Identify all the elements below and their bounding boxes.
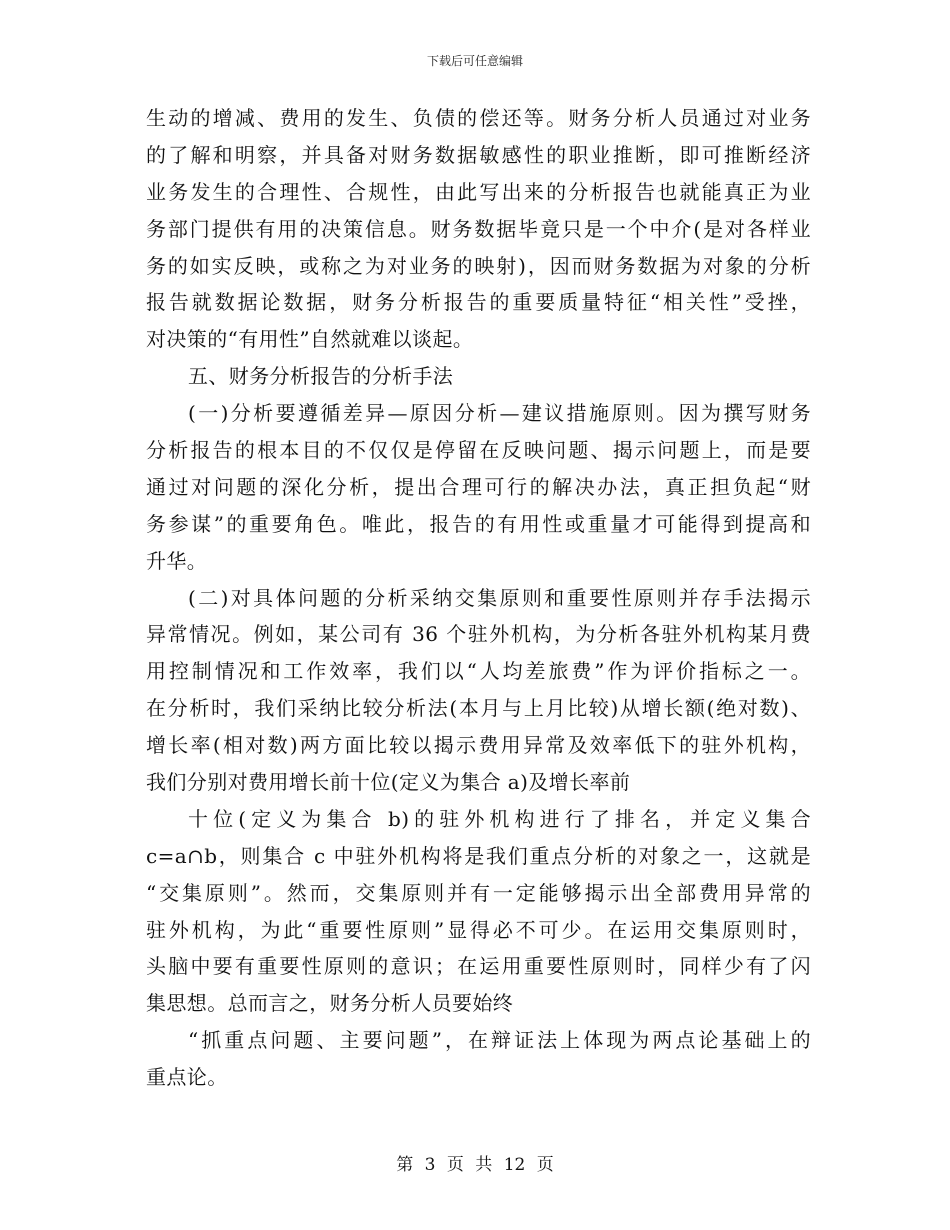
text-line: 五、财务分析报告的分析手法 (188, 364, 454, 389)
text-line: 务参谋”的重要角色。唯此，报告的有用性或重量才可能得到提高和 (146, 511, 811, 536)
paragraph (146, 1022, 811, 1096)
text-line: 务的如实反映，或称之为对业务的映射)，因而财务数据为对象的分析 (146, 253, 811, 278)
text-line: 报告就数据论数据，财务分析报告的重要质量特征“相关性”受挫， (146, 290, 811, 315)
document-body (146, 100, 811, 1096)
text-line: c=a∩b，则集合 c 中驻外机构将是我们重点分析的对象之一，这就是 (146, 843, 811, 868)
paragraph (146, 801, 811, 1022)
page-footer: 第 3 页 共 12 页 (396, 1155, 554, 1175)
text-line: 我们分别对费用增长前十位(定义为集合 a)及增长率前 (146, 770, 631, 795)
text-line: 增长率(相对数)两方面比较以揭示费用异常及效率低下的驻外机构， (146, 733, 811, 758)
text-line: 对决策的“有用性”自然就难以谈起。 (146, 327, 474, 352)
paragraph (146, 100, 811, 358)
text-line: 集思想。总而言之，财务分析人员要始终 (146, 991, 514, 1016)
text-line: 通过对问题的深化分析，提出合理可行的解决办法，真正担负起“财 (146, 474, 811, 499)
text-line: 的了解和明察，并具备对财务数据敏感性的职业推断，即可推断经济 (146, 142, 811, 167)
page-header: 下载后可任意编辑 (426, 54, 523, 68)
text-line: 十位(定义为集合 b)的驻外机构进行了排名，并定义集合 (188, 806, 811, 831)
text-line: 用控制情况和工作效率，我们以“人均差旅费”作为评价指标之一。 (146, 659, 811, 684)
text-line: (一)分析要遵循差异—原因分析—建议措施原则。因为撰写财务 (188, 401, 811, 426)
text-line: 生动的增减、费用的发生、负债的偿还等。财务分析人员通过对业务 (146, 106, 811, 130)
text-line: 业务发生的合理性、合规性，由此写出来的分析报告也就能真正为业 (146, 179, 811, 204)
text-line: 重点论。 (146, 1065, 228, 1090)
paragraph (146, 358, 811, 395)
text-line: 异常情况。例如，某公司有 36 个驻外机构，为分析各驻外机构某月费 (146, 622, 811, 647)
text-line: “交集原则”。然而，交集原则并有一定能够揭示出全部费用异常的 (146, 880, 811, 905)
paragraph (146, 580, 811, 801)
text-line: (二)对具体问题的分析采纳交集原则和重要性原则并存手法揭示 (188, 585, 811, 610)
paragraph (146, 395, 811, 579)
text-line: 在分析时，我们采纳比较分析法(本月与上月比较)从增长额(绝对数)、 (146, 696, 811, 721)
text-line: 驻外机构，为此“重要性原则”显得必不可少。在运用交集原则时， (146, 917, 811, 942)
text-line: “抓重点问题、主要问题”，在辩证法上体现为两点论基础上的 (188, 1028, 811, 1053)
text-line: 升华。 (146, 548, 208, 573)
text-line: 务部门提供有用的决策信息。财务数据毕竟只是一个中介(是对各样业 (146, 216, 811, 241)
text-line: 头脑中要有重要性原则的意识；在运用重要性原则时，同样少有了闪 (146, 954, 811, 979)
text-line: 分析报告的根本目的不仅仅是停留在反映问题、揭示问题上，而是要 (146, 438, 811, 463)
